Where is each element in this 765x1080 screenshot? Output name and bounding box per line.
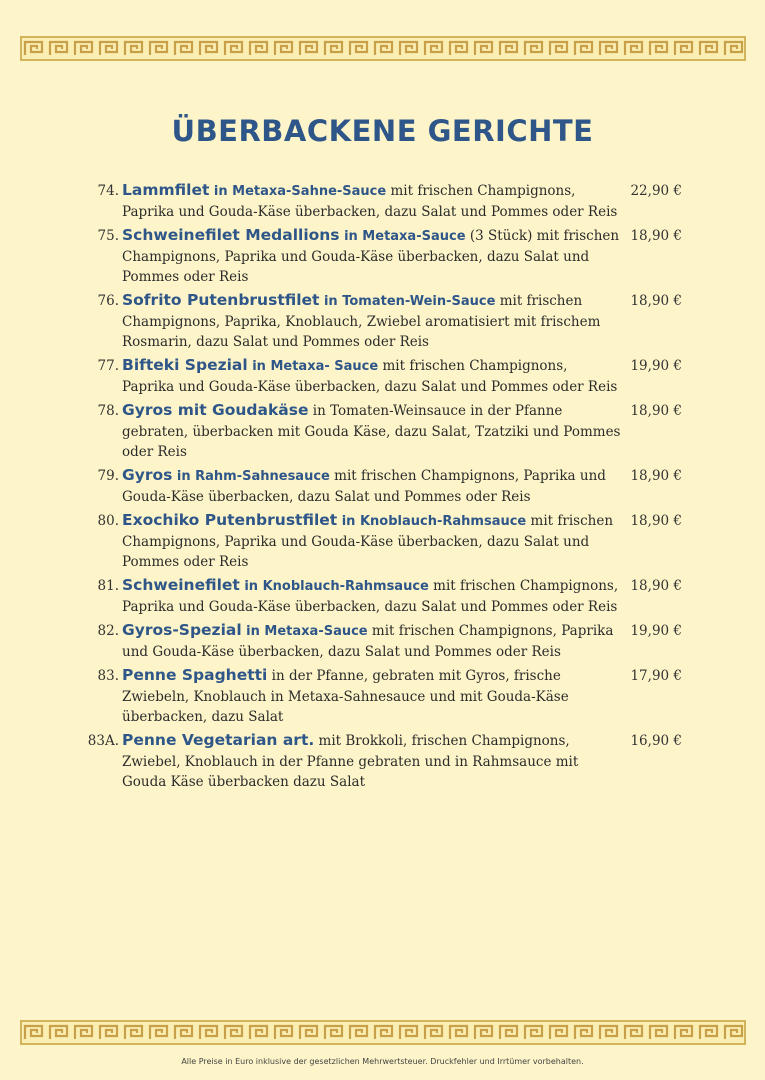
item-description: mit frischen Champignons, Paprika und Gouda-Käse überbacken, dazu Salat und Pommes oder Reis: [122, 513, 614, 570]
item-price: 18,90 €: [630, 293, 682, 309]
item-sauce: in Tomaten-Wein-Sauce: [319, 294, 496, 309]
item-price: 19,90 €: [630, 623, 682, 639]
item-number: 83A.: [87, 733, 119, 749]
menu-item: [0, 355, 765, 397]
item-price: 16,90 €: [630, 733, 682, 749]
item-number: 76.: [97, 293, 119, 309]
item-sauce: in Metaxa-Sauce: [241, 624, 368, 639]
item-name: Penne Spaghetti: [122, 666, 268, 684]
footer-note: Alle Preise in Euro inklusive der gesetzlichen Mehrwertsteuer. Druckfehler und Irrtümer vorbehalten.: [181, 1057, 584, 1066]
item-name: Bifteki Spezial: [122, 356, 248, 374]
item-name: Exochiko Putenbrustfilet: [122, 511, 338, 529]
item-sauce: in Knoblauch-Rahmsauce: [337, 514, 527, 529]
item-sauce: in Rahm-Sahnesauce: [172, 469, 330, 484]
item-number: 74.: [97, 183, 119, 199]
item-name: Schweinefilet Medallions: [122, 226, 340, 244]
menu-item: [0, 620, 765, 662]
item-name: Schweinefilet: [122, 576, 240, 594]
item-number: 75.: [97, 228, 119, 244]
item-description: mit frischen Champignons, Paprika und Gouda-Käse überbacken, dazu Salat und Pommes oder Reis: [122, 183, 618, 220]
item-number: 77.: [97, 358, 119, 374]
item-body: [122, 620, 622, 662]
item-body: [122, 510, 622, 572]
item-description: in Tomaten-Weinsauce in der Pfanne gebraten, überbacken mit Gouda Käse, dazu Salat, Tzatziki und Pommes oder Reis: [122, 403, 621, 460]
item-description: mit frischen Champignons, Paprika, Knoblauch, Zwiebel aromatisiert mit frischem Rosmarin, dazu Salat und Pommes oder Reis: [122, 293, 601, 350]
item-description: mit frischen Champignons, Paprika und Gouda-Käse überbacken, dazu Salat und Pommes oder Reis: [122, 468, 606, 505]
item-price: 18,90 €: [630, 513, 682, 529]
item-number: 82.: [97, 623, 119, 639]
item-sauce: in Knoblauch-Rahmsauce: [239, 579, 429, 594]
item-body: [122, 225, 622, 287]
item-price: 17,90 €: [630, 668, 682, 684]
item-number: 81.: [97, 578, 119, 594]
menu-item: [0, 290, 765, 352]
greek-key-pattern-icon: [22, 38, 744, 59]
item-number: 78.: [97, 403, 119, 419]
item-number: 80.: [97, 513, 119, 529]
menu-item: [0, 225, 765, 287]
item-price: 22,90 €: [630, 183, 682, 199]
item-body: [122, 180, 622, 222]
item-name: Gyros: [122, 466, 173, 484]
greek-key-pattern-icon: [22, 1022, 744, 1043]
menu-item: [0, 575, 765, 617]
greek-key-border-top: [20, 36, 746, 61]
item-name: Gyros-Spezial: [122, 621, 242, 639]
menu-item: [0, 510, 765, 572]
item-description: (3 Stück) mit frischen Champignons, Paprika und Gouda-Käse überbacken, dazu Salat und Pommes oder Reis: [122, 228, 620, 285]
item-body: [122, 665, 622, 727]
item-body: [122, 355, 622, 397]
item-body: [122, 730, 622, 792]
item-name: Sofrito Putenbrustfilet: [122, 291, 320, 309]
menu-list: [0, 180, 765, 795]
item-price: 18,90 €: [630, 578, 682, 594]
item-name: Lammfilet: [122, 181, 210, 199]
item-price: 19,90 €: [630, 358, 682, 374]
item-body: [122, 290, 622, 352]
page-title: ÜBERBACKENE GERICHTE: [171, 114, 594, 148]
item-body: [122, 465, 622, 507]
item-description: mit frischen Champignons, Paprika und Gouda-Käse überbacken, dazu Salat und Pommes oder Reis: [122, 623, 614, 660]
item-body: [122, 400, 622, 462]
menu-item: [0, 465, 765, 507]
item-name: Penne Vegetarian art.: [122, 731, 315, 749]
item-sauce: in Metaxa-Sahne-Sauce: [209, 184, 387, 199]
item-description: mit frischen Champignons, Paprika und Gouda-Käse überbacken, dazu Salat und Pommes oder Reis: [122, 578, 619, 615]
item-name: Gyros mit Goudakäse: [122, 401, 309, 419]
greek-key-border-bottom: [20, 1020, 746, 1045]
item-description: mit Brokkoli, frischen Champignons, Zwiebel, Knoblauch in der Pfanne gebraten und in Rahmsauce mit Gouda Käse überbacken dazu Salat: [122, 733, 579, 790]
item-price: 18,90 €: [630, 403, 682, 419]
item-body: [122, 575, 622, 617]
item-number: 83.: [97, 668, 119, 684]
item-sauce: in Metaxa- Sauce: [247, 359, 379, 374]
menu-item: [0, 180, 765, 222]
menu-item: [0, 730, 765, 792]
item-number: 79.: [97, 468, 119, 484]
item-price: 18,90 €: [630, 228, 682, 244]
menu-item: [0, 665, 765, 727]
item-sauce: in Metaxa-Sauce: [339, 229, 466, 244]
menu-item: [0, 400, 765, 462]
item-description: mit frischen Champignons, Paprika und Gouda-Käse überbacken, dazu Salat und Pommes oder Reis: [122, 358, 618, 395]
item-price: 18,90 €: [630, 468, 682, 484]
item-description: in der Pfanne, gebraten mit Gyros, frische Zwiebeln, Knoblauch in Metaxa-Sahnesauce und mit Gouda-Käse überbacken, dazu Salat: [122, 668, 569, 725]
